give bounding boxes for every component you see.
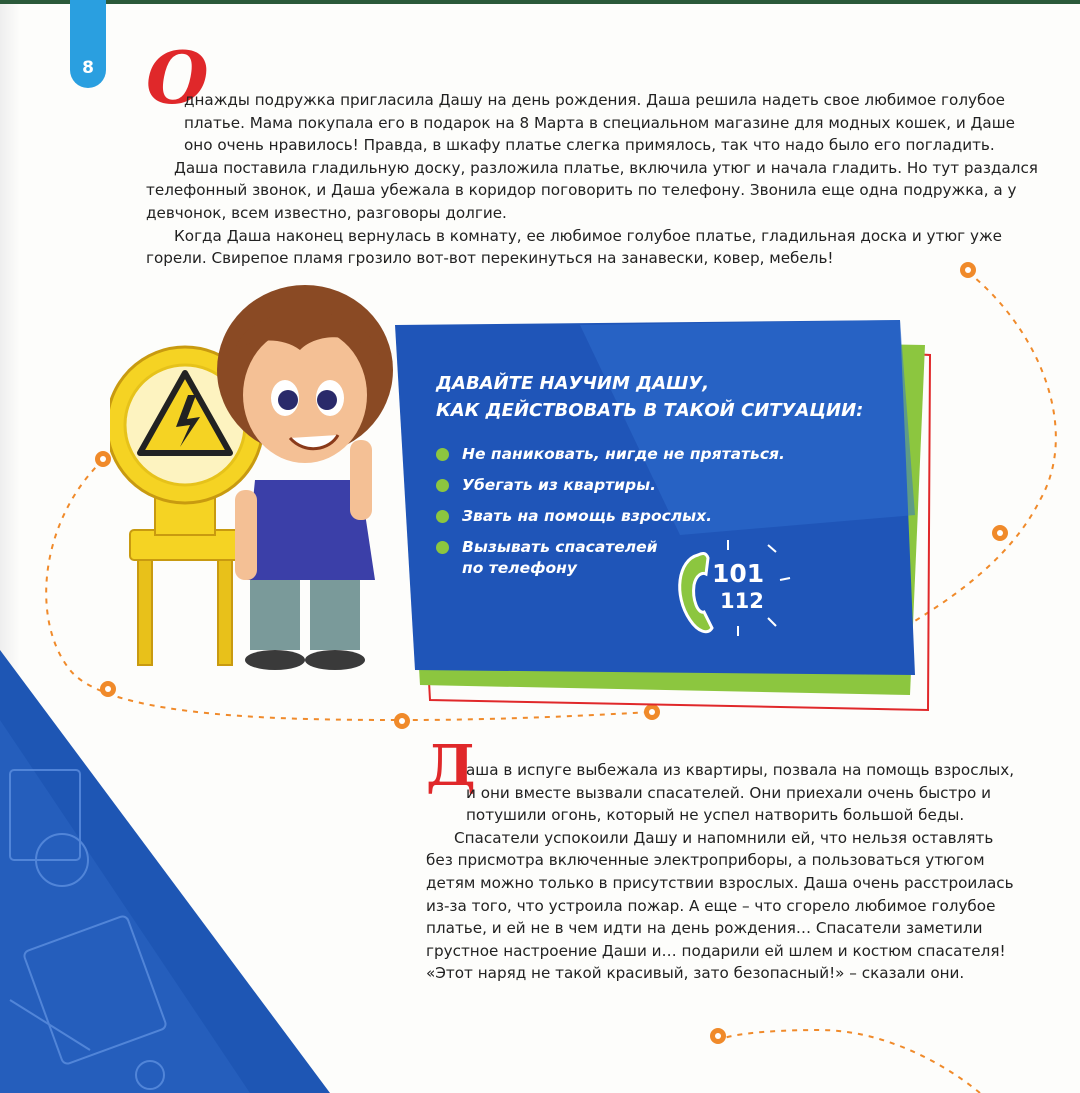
bullet-icon [436,448,449,461]
phone-number-112: 112 [720,589,764,613]
advice-title-line-1: ДАВАЙТЕ НАУЧИМ ДАШУ, [436,373,710,394]
story-paragraph-3: Когда Даша наконец вернулась в комнату, ее любимое голубое платье, гладильная доска и утюг уже горели. Свирепое пламя грозило вот-вот перекинуться на занавески, ковер, мебель! [146,226,1002,268]
advice-title [436,370,863,424]
ending-paragraph-1: аша в испуге выбежала из квартиры, позвала на помощь взрослых, и они вместе вызвали спасателей. Они приехали очень быстро и потушили огонь, который не успел натворить большой беды. [466,761,1015,825]
story-paragraph-2: Даша поставила гладильную доску, разложила платье, включила утюг и начала гладить. Но тут раздался телефонный звонок, и Даша убежала в коридор поговорить по телефону. Звонила еще одна подружка, а у девчонок, всем известно, разговоры долгие. [146,158,1038,222]
advice-title-line-2: КАК ДЕЙСТВОВАТЬ В ТАКОЙ СИТУАЦИИ: [436,400,864,421]
ending-paragraph-2: Спасатели успокоили Дашу и напомнили ей, что нельзя оставлять без присмотра включенные электроприборы, а пользоваться утюгом детям можно только в присутствии взрослых. Даша очень расстроилась из-за того, что устроила пожар. А еще – что сгорело любимое голубое платье, и ей не в чем идти на день рождения… Спасатели заметили грустное настроение Даши и… подарили ей шлем и костюм спасателя! «Этот наряд не такой красивый, зато безопасный!» – сказали они. [426,828,1014,983]
story-text [146,89,1046,270]
phone-number-101: 101 [712,559,765,588]
child-illustration [210,280,420,680]
emergency-numbers [712,560,764,614]
bullet-icon [436,479,449,492]
advice-item: Звать на помощь взрослых. [436,506,785,527]
dropcap-o: О [146,35,209,120]
advice-item: Убегать из квартиры. [436,475,785,496]
advice-item: Вызывать спасателей по телефону [436,537,662,579]
advice-item: Не паниковать, нигде не прятаться. [436,444,785,465]
page-number: 8 [82,58,94,78]
bullet-icon [436,510,449,523]
bullet-icon [436,541,449,554]
story-paragraph-1: днажды подружка пригласила Дашу на день рождения. Даша решила надеть свое любимое голубое платье. Мама покупала его в подарок на 8 Марта в специальном магазине для модных кошек, и Даше оно очень нравилось! Правда, в шкафу платье слегка примялось, так что надо было его погладить. [184,91,1015,155]
ending-text [426,759,1016,985]
dropcap-d: Д [426,733,476,799]
